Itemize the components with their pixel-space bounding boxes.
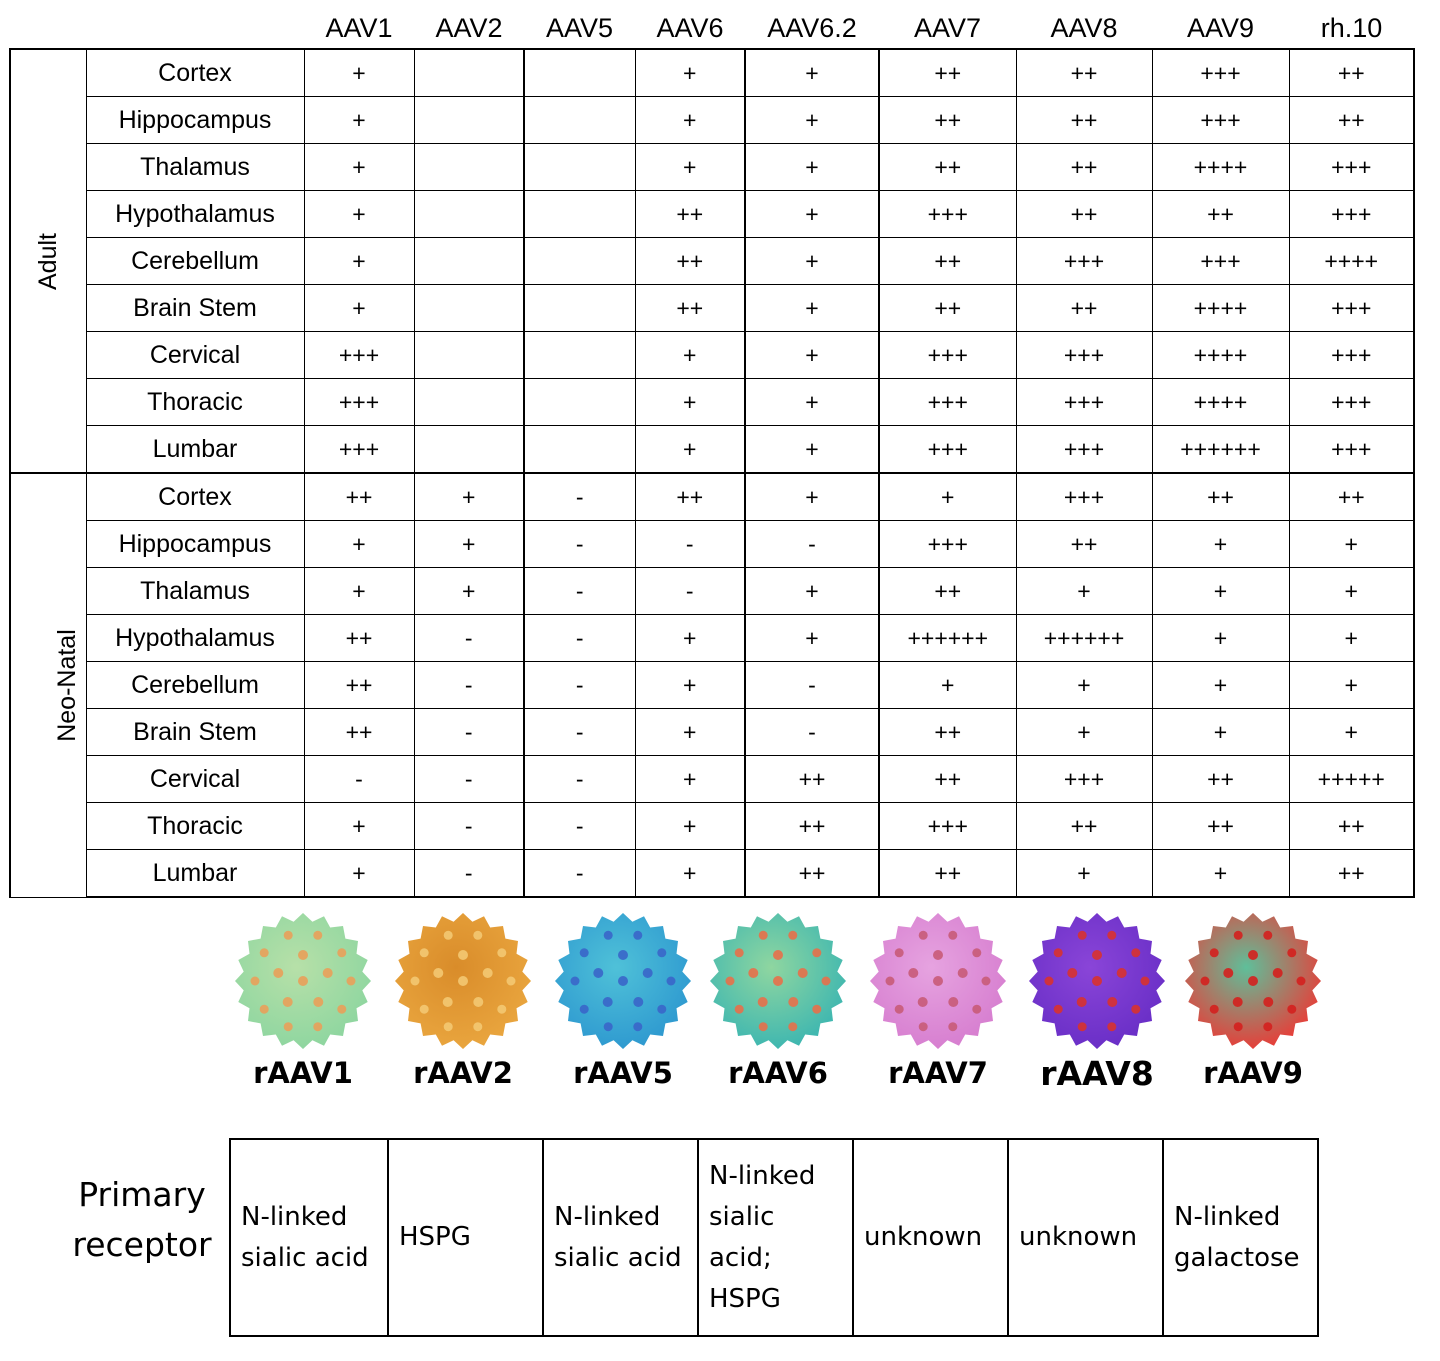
expression-cell: ++ xyxy=(745,850,879,898)
receptor-text: N-linked xyxy=(709,1160,816,1191)
region-label: Thalamus xyxy=(86,568,304,615)
header-spacer xyxy=(86,8,304,49)
expression-cell: ++ xyxy=(304,662,414,709)
expression-cell: - xyxy=(414,615,524,662)
receptor-cell xyxy=(1008,1139,1163,1336)
expression-cell xyxy=(414,144,524,191)
receptor-text: N-linked xyxy=(554,1201,661,1232)
expression-cell: - xyxy=(304,756,414,803)
region-label: Cortex xyxy=(86,473,304,521)
expression-cell: ++ xyxy=(879,285,1016,332)
expression-cell xyxy=(414,332,524,379)
expression-cell: ++ xyxy=(1016,144,1152,191)
expression-cell: +++ xyxy=(304,379,414,426)
expression-cell: - xyxy=(524,850,635,898)
expression-cell xyxy=(414,379,524,426)
expression-cell: - xyxy=(745,521,879,568)
serotype-header: AAV6 xyxy=(656,12,724,43)
receptor-cell xyxy=(853,1139,1008,1336)
group-label-cell xyxy=(10,49,86,473)
serotype-header: AAV7 xyxy=(913,12,982,43)
receptor-text: HSPG xyxy=(709,1283,781,1314)
expression-cell xyxy=(524,426,635,474)
expression-cell: ++ xyxy=(879,97,1016,144)
expression-cell: + xyxy=(1289,709,1414,756)
expression-cell: + xyxy=(1016,662,1152,709)
capsid-item xyxy=(543,910,703,1090)
expression-cell: + xyxy=(1289,521,1414,568)
table-row xyxy=(10,191,1414,238)
expression-cell: + xyxy=(745,238,879,285)
expression-cell: ++ xyxy=(1016,97,1152,144)
expression-cell: - xyxy=(414,756,524,803)
serotype-header: AAV9 xyxy=(1186,12,1255,43)
expression-cell: ++ xyxy=(879,238,1016,285)
expression-cell xyxy=(414,97,524,144)
table-row xyxy=(10,756,1414,803)
region-label: Cerebellum xyxy=(86,662,304,709)
expression-cell: + xyxy=(879,662,1016,709)
expression-cell: + xyxy=(1152,615,1289,662)
capsid-structure-icon xyxy=(232,910,374,1052)
expression-cell: + xyxy=(635,144,745,191)
expression-cell: + xyxy=(304,285,414,332)
expression-cell xyxy=(524,238,635,285)
receptor-title-line: receptor xyxy=(72,1225,212,1264)
receptor-text: galactose xyxy=(1174,1242,1300,1273)
expression-cell: +++ xyxy=(1016,756,1152,803)
expression-cell: - xyxy=(414,803,524,850)
expression-cell: +++ xyxy=(1152,49,1289,97)
receptor-cell xyxy=(543,1139,698,1336)
region-label: Cerebellum xyxy=(86,238,304,285)
capsid-label: rAAV7 xyxy=(888,1056,988,1090)
expression-cell: + xyxy=(1152,568,1289,615)
table-row xyxy=(10,803,1414,850)
table-row xyxy=(10,285,1414,332)
expression-cell: +++ xyxy=(879,191,1016,238)
expression-cell: + xyxy=(635,709,745,756)
region-label: Hypothalamus xyxy=(86,191,304,238)
region-label: Hypothalamus xyxy=(86,615,304,662)
expression-cell xyxy=(414,426,524,474)
receptor-cell xyxy=(1163,1139,1318,1336)
table-row xyxy=(10,97,1414,144)
expression-cell: + xyxy=(304,144,414,191)
capsid-structure-icon xyxy=(867,910,1009,1052)
expression-cell: +++ xyxy=(1289,285,1414,332)
expression-cell: + xyxy=(635,803,745,850)
expression-cell: + xyxy=(745,49,879,97)
receptor-text: unknown xyxy=(1019,1222,1138,1252)
expression-cell: + xyxy=(414,568,524,615)
expression-cell: - xyxy=(524,662,635,709)
expression-cell: - xyxy=(635,521,745,568)
region-label: Cervical xyxy=(86,756,304,803)
expression-cell: ++++ xyxy=(1152,144,1289,191)
expression-cell: + xyxy=(304,568,414,615)
tropism-body xyxy=(10,49,1414,897)
expression-cell: +++ xyxy=(1289,332,1414,379)
expression-cell: + xyxy=(1152,662,1289,709)
expression-cell xyxy=(524,379,635,426)
expression-cell: + xyxy=(304,521,414,568)
table-row xyxy=(10,709,1414,756)
receptor-text: unknown xyxy=(864,1222,983,1252)
expression-cell: - xyxy=(745,662,879,709)
expression-cell: + xyxy=(414,473,524,521)
expression-cell: ++ xyxy=(1289,803,1414,850)
region-label: Brain Stem xyxy=(86,709,304,756)
expression-cell: ++++++ xyxy=(1016,615,1152,662)
expression-cell: + xyxy=(304,850,414,898)
expression-cell: ++ xyxy=(635,238,745,285)
receptor-text: sialic acid xyxy=(241,1242,369,1273)
table-row xyxy=(10,662,1414,709)
receptor-cell xyxy=(388,1139,543,1336)
expression-cell: ++ xyxy=(635,191,745,238)
expression-cell: + xyxy=(745,568,879,615)
expression-cell xyxy=(414,49,524,97)
expression-cell: + xyxy=(745,97,879,144)
tropism-grid xyxy=(9,8,1415,898)
expression-cell: + xyxy=(1016,568,1152,615)
expression-cell: ++++++ xyxy=(879,615,1016,662)
expression-cell: ++ xyxy=(1289,850,1414,898)
capsid-item xyxy=(223,910,383,1090)
expression-cell: ++ xyxy=(879,756,1016,803)
receptor-title xyxy=(62,1170,222,1270)
expression-cell: + xyxy=(1016,709,1152,756)
expression-cell: ++ xyxy=(745,756,879,803)
table-row xyxy=(10,473,1414,521)
table-row xyxy=(10,332,1414,379)
receptor-row xyxy=(230,1139,1318,1336)
capsid-label: rAAV1 xyxy=(253,1056,353,1090)
expression-cell: +++ xyxy=(879,426,1016,474)
capsid-structure-icon xyxy=(392,910,534,1052)
expression-cell xyxy=(524,285,635,332)
capsid-item xyxy=(698,910,858,1090)
expression-cell: +++ xyxy=(304,426,414,474)
expression-cell: ++ xyxy=(1152,803,1289,850)
capsid-structure-icon xyxy=(1026,910,1168,1052)
expression-cell: + xyxy=(879,473,1016,521)
expression-cell: +++ xyxy=(1289,144,1414,191)
expression-cell: + xyxy=(1289,662,1414,709)
expression-cell: + xyxy=(635,49,745,97)
receptor-text: sialic xyxy=(709,1201,775,1232)
table-row xyxy=(10,568,1414,615)
expression-cell: ++ xyxy=(879,144,1016,191)
serotype-header: AAV2 xyxy=(435,12,503,43)
expression-cell: +++ xyxy=(1289,379,1414,426)
expression-cell: +++ xyxy=(879,379,1016,426)
receptor-text: N-linked xyxy=(241,1201,348,1232)
expression-cell: ++ xyxy=(1289,97,1414,144)
expression-cell: +++ xyxy=(1016,379,1152,426)
expression-cell: ++ xyxy=(635,473,745,521)
expression-cell: +++ xyxy=(879,332,1016,379)
expression-cell: - xyxy=(414,662,524,709)
capsid-structure-icon xyxy=(552,910,694,1052)
expression-cell: + xyxy=(304,238,414,285)
expression-cell xyxy=(524,191,635,238)
expression-cell xyxy=(414,191,524,238)
expression-cell: ++ xyxy=(1016,49,1152,97)
expression-cell: ++ xyxy=(304,615,414,662)
expression-cell: ++ xyxy=(879,850,1016,898)
expression-cell: - xyxy=(414,709,524,756)
capsid-label: rAAV6 xyxy=(728,1056,828,1090)
expression-cell: ++ xyxy=(304,709,414,756)
table-row xyxy=(10,379,1414,426)
receptor-text: sialic acid xyxy=(554,1242,682,1273)
serotype-header: AAV5 xyxy=(545,12,614,43)
receptor-grid xyxy=(229,1138,1319,1337)
expression-cell: + xyxy=(304,97,414,144)
expression-cell: ++++ xyxy=(1289,238,1414,285)
expression-cell: + xyxy=(414,521,524,568)
expression-cell: + xyxy=(745,379,879,426)
table-row xyxy=(10,144,1414,191)
expression-cell xyxy=(524,332,635,379)
expression-cell: +++ xyxy=(1152,238,1289,285)
expression-cell xyxy=(524,49,635,97)
expression-cell: - xyxy=(524,756,635,803)
expression-cell: ++++ xyxy=(1152,332,1289,379)
receptor-text: N-linked xyxy=(1174,1201,1281,1232)
expression-cell: ++ xyxy=(1152,756,1289,803)
expression-cell: + xyxy=(1152,850,1289,898)
expression-cell: - xyxy=(524,473,635,521)
expression-cell: + xyxy=(304,191,414,238)
header-spacer xyxy=(10,8,86,49)
expression-cell: ++ xyxy=(1016,803,1152,850)
expression-cell: +++ xyxy=(879,521,1016,568)
expression-cell: - xyxy=(524,568,635,615)
expression-cell: ++ xyxy=(1152,191,1289,238)
capsid-structures xyxy=(220,910,1340,1110)
expression-cell: ++ xyxy=(1152,473,1289,521)
expression-cell: ++ xyxy=(879,709,1016,756)
capsid-label: rAAV2 xyxy=(413,1056,513,1090)
expression-cell xyxy=(414,285,524,332)
region-label: Thoracic xyxy=(86,379,304,426)
region-label: Thoracic xyxy=(86,803,304,850)
region-label: Cervical xyxy=(86,332,304,379)
expression-cell: + xyxy=(745,332,879,379)
expression-cell: + xyxy=(635,850,745,898)
capsid-structure-icon xyxy=(1182,910,1324,1052)
region-label: Lumbar xyxy=(86,850,304,898)
expression-cell: + xyxy=(1289,615,1414,662)
expression-cell: + xyxy=(635,379,745,426)
expression-cell: - xyxy=(635,568,745,615)
serotype-header: AAV6.2 xyxy=(767,12,857,43)
region-label: Brain Stem xyxy=(86,285,304,332)
expression-cell: ++ xyxy=(1289,473,1414,521)
table-row xyxy=(10,49,1414,97)
expression-cell: +++ xyxy=(1016,473,1152,521)
group-label: Adult xyxy=(33,232,62,290)
serotype-header: rh.10 xyxy=(1320,12,1383,43)
expression-cell: + xyxy=(635,662,745,709)
receptor-cell xyxy=(698,1139,853,1336)
expression-cell: ++ xyxy=(1289,49,1414,97)
capsid-label: rAAV8 xyxy=(1040,1054,1154,1093)
expression-cell: - xyxy=(745,709,879,756)
table-row xyxy=(10,238,1414,285)
expression-cell: ++++ xyxy=(1152,379,1289,426)
expression-cell: - xyxy=(524,803,635,850)
expression-cell: + xyxy=(1152,521,1289,568)
receptor-text: acid; xyxy=(709,1242,772,1273)
expression-cell: +++ xyxy=(1016,332,1152,379)
capsid-structure-icon xyxy=(707,910,849,1052)
group-label: Neo-Natal xyxy=(52,628,81,742)
expression-cell: + xyxy=(745,426,879,474)
receptor-table xyxy=(229,1138,1319,1337)
region-label: Lumbar xyxy=(86,426,304,474)
expression-cell: - xyxy=(524,615,635,662)
expression-cell: +++ xyxy=(304,332,414,379)
table-row xyxy=(10,850,1414,898)
expression-cell: ++++ xyxy=(1152,285,1289,332)
capsid-item xyxy=(858,910,1018,1090)
expression-cell: + xyxy=(635,615,745,662)
region-label: Thalamus xyxy=(86,144,304,191)
capsid-label: rAAV5 xyxy=(573,1056,673,1090)
region-label: Hippocampus xyxy=(86,521,304,568)
expression-cell: + xyxy=(635,756,745,803)
expression-cell: +++ xyxy=(1152,97,1289,144)
receptor-title-line: Primary xyxy=(78,1175,206,1214)
expression-cell: ++ xyxy=(1016,285,1152,332)
expression-cell: ++ xyxy=(1016,191,1152,238)
expression-cell: +++ xyxy=(1289,191,1414,238)
capsid-label: rAAV9 xyxy=(1203,1056,1303,1090)
expression-cell: + xyxy=(1289,568,1414,615)
expression-cell: + xyxy=(635,426,745,474)
serotype-header: AAV8 xyxy=(1050,12,1118,43)
expression-cell: + xyxy=(304,803,414,850)
table-row xyxy=(10,426,1414,474)
capsid-item xyxy=(1173,910,1333,1090)
expression-cell: ++ xyxy=(304,473,414,521)
expression-cell: ++++++ xyxy=(1152,426,1289,474)
expression-cell xyxy=(524,144,635,191)
expression-cell: - xyxy=(524,709,635,756)
capsid-item xyxy=(383,910,543,1090)
expression-cell: ++ xyxy=(879,49,1016,97)
table-row xyxy=(10,521,1414,568)
expression-cell: + xyxy=(745,615,879,662)
receptor-text: HSPG xyxy=(399,1222,471,1252)
expression-cell: + xyxy=(745,191,879,238)
group-label-cell xyxy=(10,473,86,897)
expression-cell: + xyxy=(745,473,879,521)
expression-cell: + xyxy=(635,97,745,144)
expression-cell: - xyxy=(524,521,635,568)
expression-cell: ++ xyxy=(635,285,745,332)
expression-cell xyxy=(524,97,635,144)
expression-cell: ++ xyxy=(745,803,879,850)
expression-cell: + xyxy=(745,144,879,191)
expression-cell: +++ xyxy=(1016,426,1152,474)
serotype-header-row xyxy=(10,8,1414,49)
expression-cell: + xyxy=(1016,850,1152,898)
expression-cell: +++ xyxy=(1289,426,1414,474)
expression-cell xyxy=(414,238,524,285)
tropism-table xyxy=(9,8,1413,891)
receptor-cell xyxy=(230,1139,388,1336)
expression-cell: +++++ xyxy=(1289,756,1414,803)
capsid-item xyxy=(1017,910,1177,1093)
expression-cell: + xyxy=(1152,709,1289,756)
expression-cell: ++ xyxy=(879,568,1016,615)
expression-cell: + xyxy=(745,285,879,332)
expression-cell: +++ xyxy=(1016,238,1152,285)
expression-cell: + xyxy=(304,49,414,97)
expression-cell: ++ xyxy=(1016,521,1152,568)
expression-cell: - xyxy=(414,850,524,898)
region-label: Cortex xyxy=(86,49,304,97)
expression-cell: + xyxy=(635,332,745,379)
expression-cell: +++ xyxy=(879,803,1016,850)
serotype-header: AAV1 xyxy=(325,12,393,43)
region-label: Hippocampus xyxy=(86,97,304,144)
table-row xyxy=(10,615,1414,662)
